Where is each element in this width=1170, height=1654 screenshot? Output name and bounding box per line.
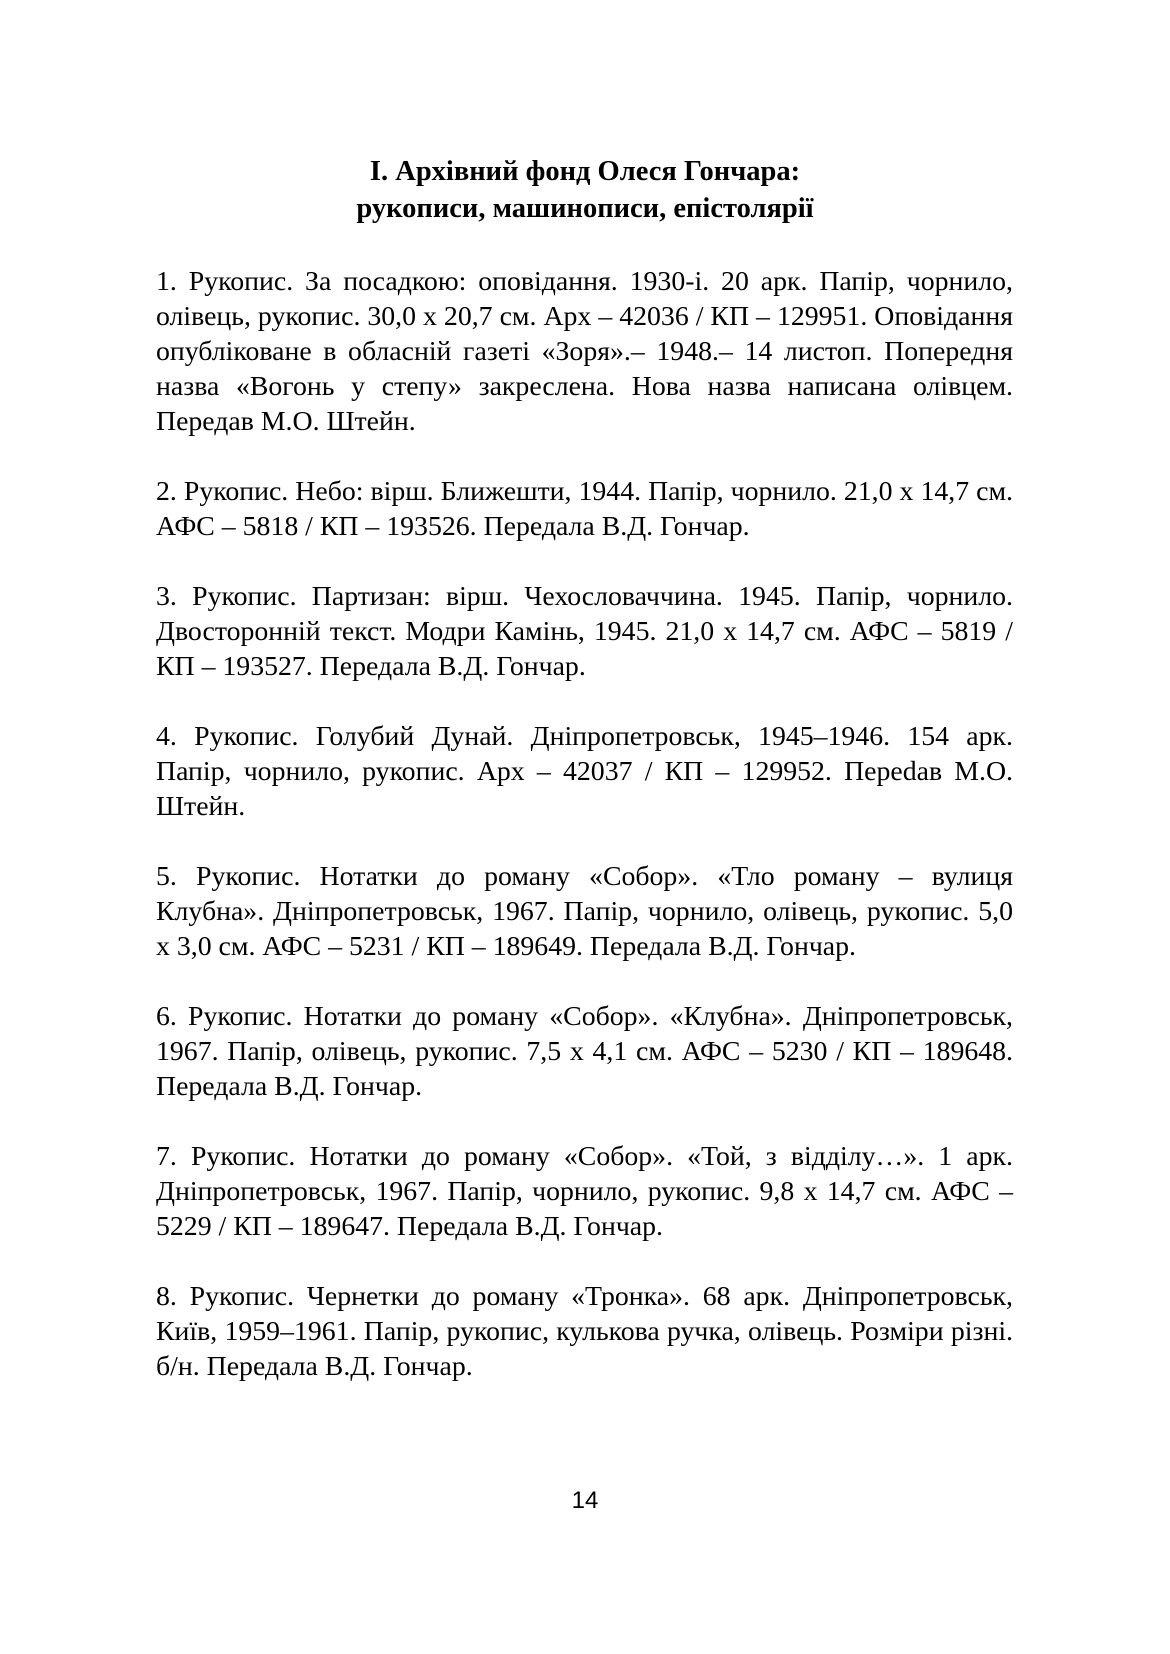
section-heading — [150, 153, 1020, 227]
catalog-entry-4: 4. Рукопис. Голубий Дунай. Дніпропетровськ, 1945–1946. 154 арк. Папір, чорнило, рукопис. Арх – 42037 / КП – 129952. Переdав М.О. Штейн. — [156, 721, 1013, 822]
catalog-entry-6: 6. Рукопис. Нотатки до роману «Собор». «Клубна». Дніпропетровськ, 1967. Папір, олівець, рукопис. 7,5 х 4,1 см. АФС – 5230 / КП – 189648. Передала В.Д. Гончар. — [156, 1001, 1013, 1102]
page-number: 14 — [571, 1487, 599, 1514]
catalog-entry-8: 8. Рукопис. Чернетки до роману «Тронка». 68 арк. Дніпропетровськ, Київ, 1959–1961. Папір, рукопис, кулькова ручка, олівець. Розміри різні. б/н. Передала В.Д. Гончар. — [156, 1281, 1013, 1382]
section-heading-line-1: І. Архівний фонд Олеся Гончара: — [369, 156, 801, 187]
catalog-entries — [156, 264, 1013, 1419]
catalog-entry-7: 7. Рукопис. Нотатки до роману «Собор». «Той, з відділу…». 1 арк. Дніпропетровськ, 1967. Папір, чорнило, рукопис. 9,8 х 14,7 см. АФС – 5229 / КП – 189647. Передала В.Д. Гончар. — [156, 1141, 1013, 1242]
catalog-entry-5: 5. Рукопис. Нотатки до роману «Собор». «Тло роману – вулиця Клубна». Дніпропетровськ, 1967. Папір, чорнило, олівець, рукопис. 5,0 х 3,0 см. АФС – 5231 / КП – 189649. Передала В.Д. Гончар. — [156, 861, 1013, 962]
catalog-entry-2: 2. Рукопис. Небо: вірш. Ближешти, 1944. Папір, чорнило. 21,0 х 14,7 см. АФС – 5818 / КП – 193526. Передала В.Д. Гончар. — [156, 476, 1013, 542]
section-heading-line-2: рукописи, машинописи, епістолярії — [356, 193, 814, 224]
catalog-entry-3: 3. Рукопис. Партизан: вірш. Чехословаччина. 1945. Папір, чорнило. Двосторонній текст. Модри Камінь, 1945. 21,0 х 14,7 см. АФС – 5819 / КП – 193527. Передала В.Д. Гончар. — [156, 581, 1013, 682]
catalog-entry-1: 1. Рукопис. За посадкою: оповідання. 1930-і. 20 арк. Папір, чорнило, олівець, рукопис. 30,0 х 20,7 см. Арх – 42036 / КП – 129951. Оповідання опубліковане в обласній газеті «Зоря».– 1948.– 14 листоп. Попередня назва «Вогонь у степу» закреслена. Нова назва написана олівцем. Передав М.О. Штейн. — [156, 266, 1013, 437]
